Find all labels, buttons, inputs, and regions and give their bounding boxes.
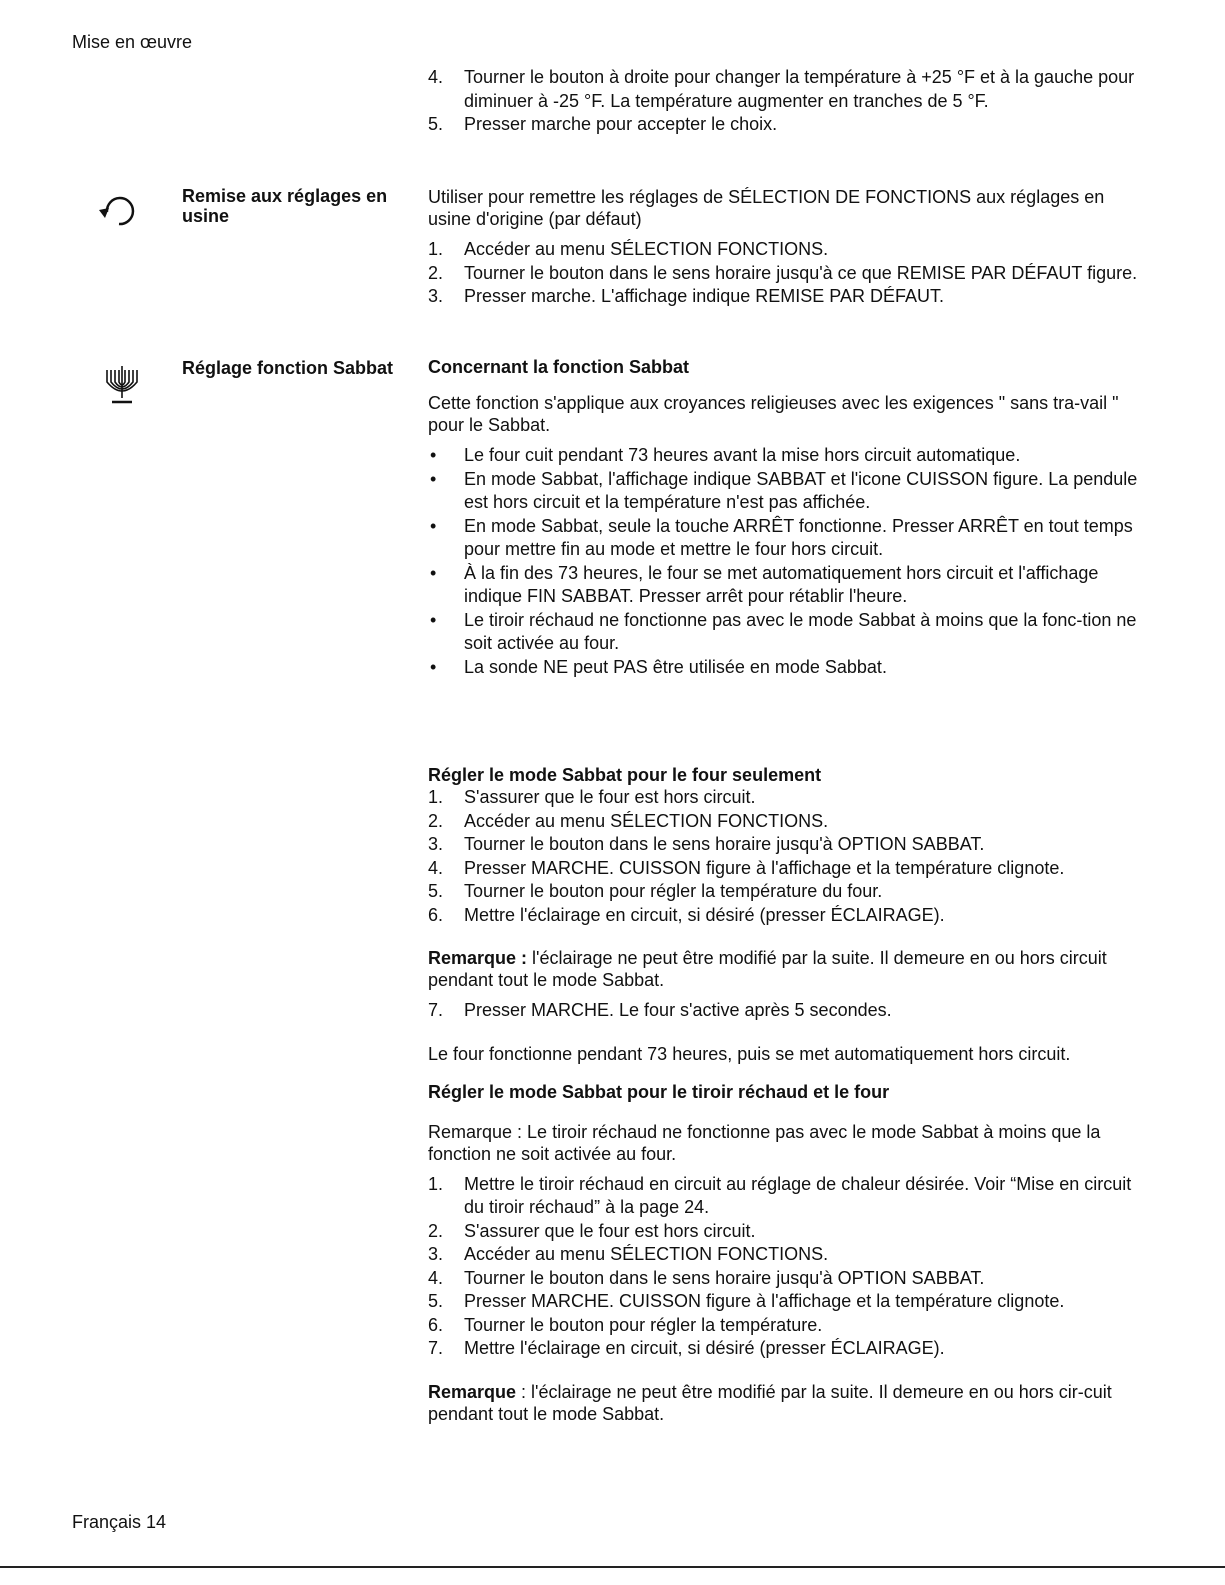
reset-intro: Utiliser pour remettre les réglages de SÉLECTION DE FONCTIONS aux réglages en usine d'origine (par défaut) [428, 187, 1105, 229]
step-number: 1. [428, 787, 444, 807]
step-number: 2. [428, 1220, 444, 1241]
sabbath-bullet [428, 444, 1140, 468]
step-number: 2. [428, 262, 444, 283]
bullet-text: La sonde NE peut PAS être utilisée en mode Sabbat. [464, 656, 887, 677]
section-title-sabbath: Réglage fonction Sabbat [182, 358, 394, 378]
bottom-rule [0, 1566, 1225, 1568]
drawer-step [428, 1173, 1140, 1220]
note-2-label: Remarque [428, 1381, 517, 1402]
step-text: Presser MARCHE. CUISSON figure à l'affichage et la température clignote. [464, 857, 1065, 878]
reset-step [428, 285, 1140, 309]
note-2-text: : l'éclairage ne peut être modifié par la suite. Il demeure en ou hors cir-cuit pendant tout le mode Sabbat. [428, 1381, 1112, 1424]
step-number: 3. [428, 834, 444, 854]
step-number: 1. [428, 1173, 444, 1194]
top-step [428, 113, 1140, 137]
drawer-heading: Régler le mode Sabbat pour le tiroir réchaud et le four [428, 1081, 890, 1102]
sabbath-bullet [428, 609, 1140, 656]
oven-step [428, 786, 1140, 810]
step-text: Tourner le bouton dans le sens horaire jusqu'à OPTION SABBAT. [464, 834, 985, 854]
bullet-text: En mode Sabbat, l'affichage indique SABBAT et l'icone CUISSON figure. La pendule est hors circuit et la température n'est pas affichée. [464, 468, 1138, 512]
reset-section [428, 186, 1140, 309]
note-1-label: Remarque : [428, 948, 528, 968]
sabbath-about [428, 356, 1140, 679]
step-text: Mettre l'éclairage en circuit, si désiré (presser ÉCLAIRAGE). [464, 1338, 945, 1358]
reset-step [428, 262, 1140, 286]
step-text: Tourner le bouton dans le sens horaire jusqu'à ce que REMISE PAR DÉFAUT figure. [464, 262, 1138, 283]
step-number: 6. [428, 1314, 444, 1335]
step-text: Accéder au menu SÉLECTION FONCTIONS. [464, 1244, 829, 1264]
drawer-step [428, 1243, 1140, 1267]
drawer-step [428, 1314, 1140, 1338]
step-number: 5. [428, 114, 444, 134]
bullet-dot: • [430, 445, 437, 465]
step-number: 3. [428, 1244, 444, 1264]
step-text: S'assurer que le four est hors circuit. [464, 787, 756, 807]
note-2 [428, 1381, 1140, 1425]
bullet-text: À la fin des 73 heures, le four se met automatiquement hors circuit et l'affichage indique FIN SABBAT. Presser arrêt pour rétablir l'heure. [464, 562, 1099, 606]
bullet-text: Le tiroir réchaud ne fonctionne pas avec le mode Sabbat à moins que la fonc-tion ne soit activée au four. [464, 609, 1137, 653]
oven-step-7: 7. Presser MARCHE. Le four s'active après 5 secondes. [428, 1000, 892, 1020]
drawer-note: Remarque : Le tiroir réchaud ne fonctionne pas avec le mode Sabbat à moins que la fonction ne soit activée au four. [428, 1121, 1101, 1164]
sabbath-bullet [428, 656, 1140, 680]
step-number: 2. [428, 810, 444, 831]
step-text: Tourner le bouton dans le sens horaire jusqu'à OPTION SABBAT. [464, 1267, 985, 1288]
page-footer: Français 14 [72, 1512, 167, 1532]
step-text: Presser marche. L'affichage indique REMISE PAR DÉFAUT. [464, 286, 944, 306]
step-number: 5. [428, 881, 444, 901]
drawer-step [428, 1220, 1140, 1244]
step-text: Tourner le bouton à droite pour changer la température à +25 °F et à la gauche pour diminuer à -25 °F. La température augmenter en tranches de 5 °F. [464, 67, 1135, 111]
step-number: 3. [428, 286, 444, 306]
bullet-dot: • [430, 562, 437, 583]
sabbath-bullet [428, 562, 1140, 609]
step-number: 7. [428, 1338, 444, 1358]
oven-step [428, 880, 1140, 904]
reset-step [428, 238, 1140, 262]
oven-step [428, 857, 1140, 881]
bullet-dot: • [430, 468, 437, 489]
bullet-text: Le four cuit pendant 73 heures avant la mise hors circuit automatique. [464, 445, 1021, 465]
sabbath-bullet [428, 515, 1140, 562]
about-intro: Cette fonction s'applique aux croyances religieuses avec les exigences " sans tra-vail " pour le Sabbat. [428, 393, 1119, 435]
step-number: 6. [428, 904, 444, 925]
oven-step [428, 810, 1140, 834]
step-text: Presser marche pour accepter le choix. [464, 114, 778, 134]
oven-heading: Régler le mode Sabbat pour le four seulement [428, 765, 822, 785]
section-title-reset: Remise aux réglages en usine [182, 186, 388, 226]
step-text: Presser MARCHE. CUISSON figure à l'affichage et la température clignote. [464, 1291, 1065, 1311]
about-heading: Concernant la fonction Sabbat [428, 357, 690, 377]
step-number: 4. [428, 67, 444, 87]
bullet-text: En mode Sabbat, seule la touche ARRÊT fonctionne. Presser ARRÊT en tout temps pour mettre fin au mode et mettre le four hors circuit. [464, 515, 1133, 559]
oven-step [428, 833, 1140, 857]
menorah-icon [100, 362, 144, 413]
step-text: Accéder au menu SÉLECTION FONCTIONS. [464, 810, 829, 831]
drawer-step [428, 1290, 1140, 1314]
step-number: 5. [428, 1291, 444, 1311]
bullet-dot: • [430, 609, 437, 630]
drawer-step [428, 1337, 1140, 1361]
note-1-text: l'éclairage ne peut être modifié par la suite. Il demeure en ou hors circuit pendant tout le mode Sabbat. [428, 948, 1107, 990]
top-steps [428, 66, 1140, 137]
bullet-dot: • [430, 515, 437, 536]
step-text: Mettre l'éclairage en circuit, si désiré (presser ÉCLAIRAGE). [464, 904, 945, 925]
step-text: S'assurer que le four est hors circuit. [464, 1220, 756, 1241]
top-step [428, 66, 1140, 113]
step-text: Mettre le tiroir réchaud en circuit au réglage de chaleur désirée. Voir “Mise en circuit du tiroir réchaud” à la page 24. [464, 1173, 1132, 1217]
drawer-step [428, 1267, 1140, 1291]
sabbath-bullet [428, 468, 1140, 515]
step-text: Tourner le bouton pour régler la température du four. [464, 881, 883, 901]
reset-arrow-icon [95, 192, 147, 233]
oven-closing: Le four fonctionne pendant 73 heures, puis se met automatiquement hors circuit. [428, 1043, 1071, 1064]
step-text: Accéder au menu SÉLECTION FONCTIONS. [464, 239, 829, 259]
step-number: 1. [428, 239, 444, 259]
step-number: 4. [428, 857, 444, 878]
bullet-dot: • [430, 656, 437, 677]
oven-step [428, 904, 1140, 928]
note-1 [428, 947, 1140, 991]
step-number: 4. [428, 1267, 444, 1288]
page-header: Mise en œuvre [72, 32, 193, 52]
oven-only-section [428, 764, 1140, 1425]
step-text: Tourner le bouton pour régler la température. [464, 1314, 823, 1335]
